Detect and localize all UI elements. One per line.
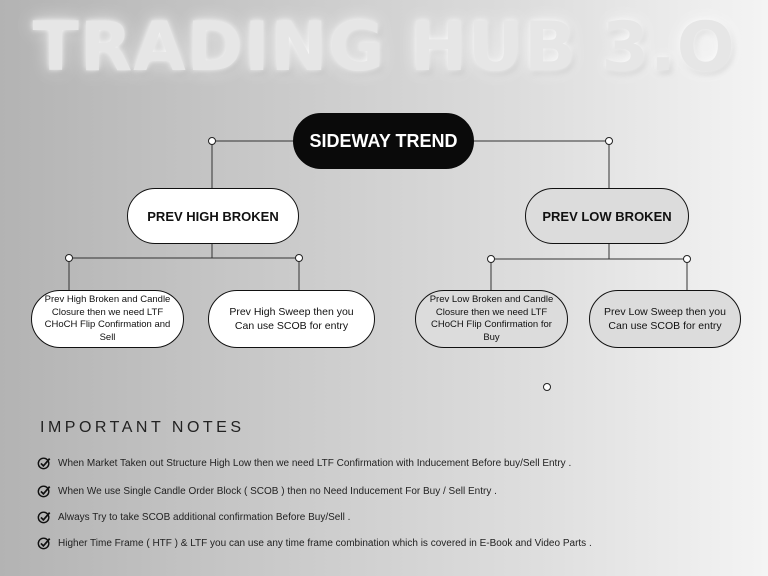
leaf-low-sweep-scob: Prev Low Sweep then you Can use SCOB for entry: [589, 290, 741, 348]
junction-dot: [295, 254, 303, 262]
junction-dot: [543, 383, 551, 391]
note-text: When We use Single Candle Order Block ( SCOB ) then no Need Inducement For Buy / Sell Entry .: [58, 485, 497, 497]
note-item: [37, 456, 571, 470]
leaf-high-broken-choch: Prev High Broken and Candle Closure then we need LTF CHoCH Flip Confirmation and Sell: [31, 290, 184, 348]
junction-dot: [65, 254, 73, 262]
note-text: When Market Taken out Structure High Low then we need LTF Confirmation with Inducement Before buy/Sell Entry .: [58, 457, 572, 469]
check-circle-icon: [37, 456, 51, 470]
leaf-low-broken-choch: Prev Low Broken and Candle Closure then we need LTF CHoCH Flip Confirmation for Buy: [415, 290, 568, 348]
note-item: [37, 536, 592, 550]
check-circle-icon: [37, 510, 51, 524]
check-circle-icon: [37, 536, 51, 550]
note-item: [37, 510, 350, 524]
page-title: TRADING HUB 3.O: [32, 8, 736, 87]
node-prev-low-broken: PREV LOW BROKEN: [525, 188, 689, 244]
note-text: Higher Time Frame ( HTF ) & LTF you can use any time frame combination which is covered in E-Book and Video Parts .: [58, 537, 592, 549]
check-circle-icon: [37, 484, 51, 498]
note-text: Always Try to take SCOB additional confirmation Before Buy/Sell .: [58, 511, 351, 523]
connector-root-right: [474, 141, 609, 188]
root-node-sideway-trend: SIDEWAY TREND: [293, 113, 474, 169]
node-prev-high-broken: PREV HIGH BROKEN: [127, 188, 299, 244]
notes-heading: IMPORTANT NOTES: [40, 419, 245, 436]
note-item: [37, 484, 497, 498]
junction-dot: [683, 255, 691, 263]
junction-dot: [208, 137, 216, 145]
junction-dot: [487, 255, 495, 263]
connector-root-left: [212, 141, 293, 188]
junction-dot: [605, 137, 613, 145]
leaf-high-sweep-scob: Prev High Sweep then you Can use SCOB for entry: [208, 290, 375, 348]
